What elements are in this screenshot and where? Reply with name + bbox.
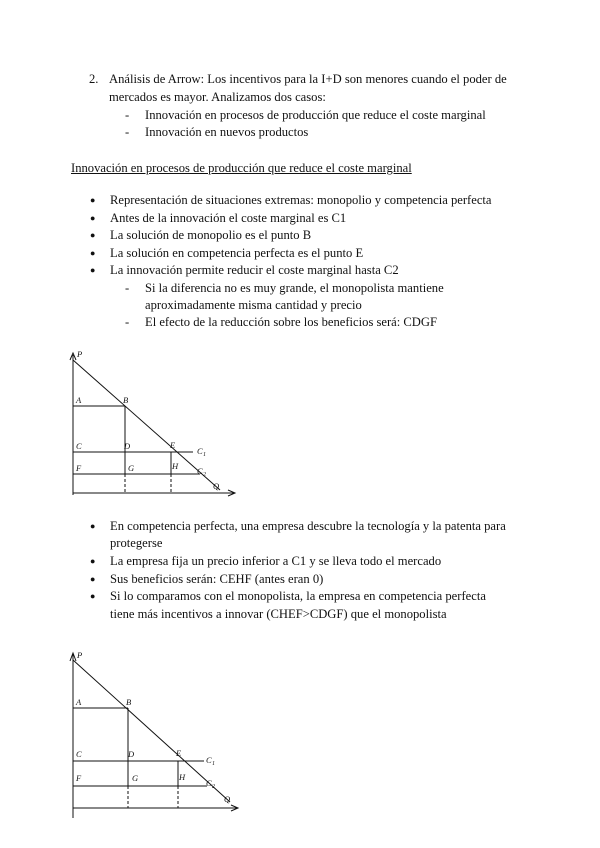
label-f: F <box>76 463 82 473</box>
graph-monopoly-vs-competition-2 <box>62 648 312 823</box>
label-b: B <box>123 395 129 405</box>
bullet-item: ● La innovación permite reducir el coste marginal hasta C2 <box>110 262 399 279</box>
label-d: D <box>128 749 135 759</box>
label-g: G <box>128 463 135 473</box>
bullet-item: ● Antes de la innovación el coste marginal es C1 <box>110 210 346 227</box>
bullet-item: ● Representación de situaciones extremas: monopolio y competencia perfecta <box>110 192 492 209</box>
sub-bullet-item: - Si la diferencia no es muy grande, el monopolista mantiene <box>145 280 444 297</box>
label-q: Q <box>213 481 220 491</box>
bullet-item: ● La solución en competencia perfecta es el punto E <box>110 245 363 262</box>
label-c1: C <box>197 446 203 456</box>
label-c: C <box>76 441 82 451</box>
label-b: B <box>126 697 132 707</box>
bullet-continuation: tiene más incentivos a innovar (CHEF>CDGF) que el monopolista <box>110 607 447 621</box>
label-a: A <box>76 697 82 707</box>
section-number: 2. <box>89 72 99 86</box>
label-c1: C <box>206 755 212 765</box>
label-p: P <box>77 650 83 660</box>
label-f: F <box>76 773 82 783</box>
case-item-products: - Innovación en nuevos productos <box>145 124 308 141</box>
label-d: D <box>124 441 131 451</box>
label-c2-sub: 2 <box>212 784 215 790</box>
label-e: E <box>176 748 182 758</box>
case-item-process: - Innovación en procesos de producción que reduce el coste marginal <box>145 107 486 124</box>
label-c2: C <box>206 778 212 788</box>
subsection-title: Innovación en procesos de producción que reduce el coste marginal <box>71 161 412 175</box>
section-text-line2: mercados es mayor. Analizamos dos casos: <box>109 90 326 104</box>
label-h: H <box>172 461 179 471</box>
label-e: E <box>170 440 176 450</box>
bullet-item: ● La solución de monopolio es el punto B <box>110 227 311 244</box>
label-g: G <box>132 773 139 783</box>
label-q: Q <box>224 794 231 804</box>
bullet-item: ● Sus beneficios serán: CEHF (antes eran 0) <box>110 571 323 588</box>
sub-bullet-item: - El efecto de la reducción sobre los beneficios será: CDGF <box>145 314 437 331</box>
label-c2-sub: 2 <box>203 472 206 478</box>
label-a: A <box>76 395 82 405</box>
sub-bullet-continuation: aproximadamente misma cantidad y precio <box>145 298 362 312</box>
label-c2: C <box>197 466 203 476</box>
bullet-item: ● En competencia perfecta, una empresa descubre la tecnología y la patenta para <box>110 518 506 535</box>
bullet-continuation: protegerse <box>110 536 163 550</box>
bullet-item: ● La empresa fija un precio inferior a C1 y se lleva todo el mercado <box>110 553 441 570</box>
label-c: C <box>76 749 82 759</box>
section-text-line1: Análisis de Arrow: Los incentivos para la I+D son menores cuando el poder de <box>109 72 507 86</box>
graph-monopoly-vs-competition-1 <box>62 345 302 505</box>
label-c1-sub: 1 <box>212 761 215 767</box>
label-p: P <box>77 349 83 359</box>
label-h: H <box>179 772 186 782</box>
bullet-item: ● Si lo comparamos con el monopolista, la empresa en competencia perfecta <box>110 588 486 605</box>
label-c1-sub: 1 <box>203 452 206 458</box>
